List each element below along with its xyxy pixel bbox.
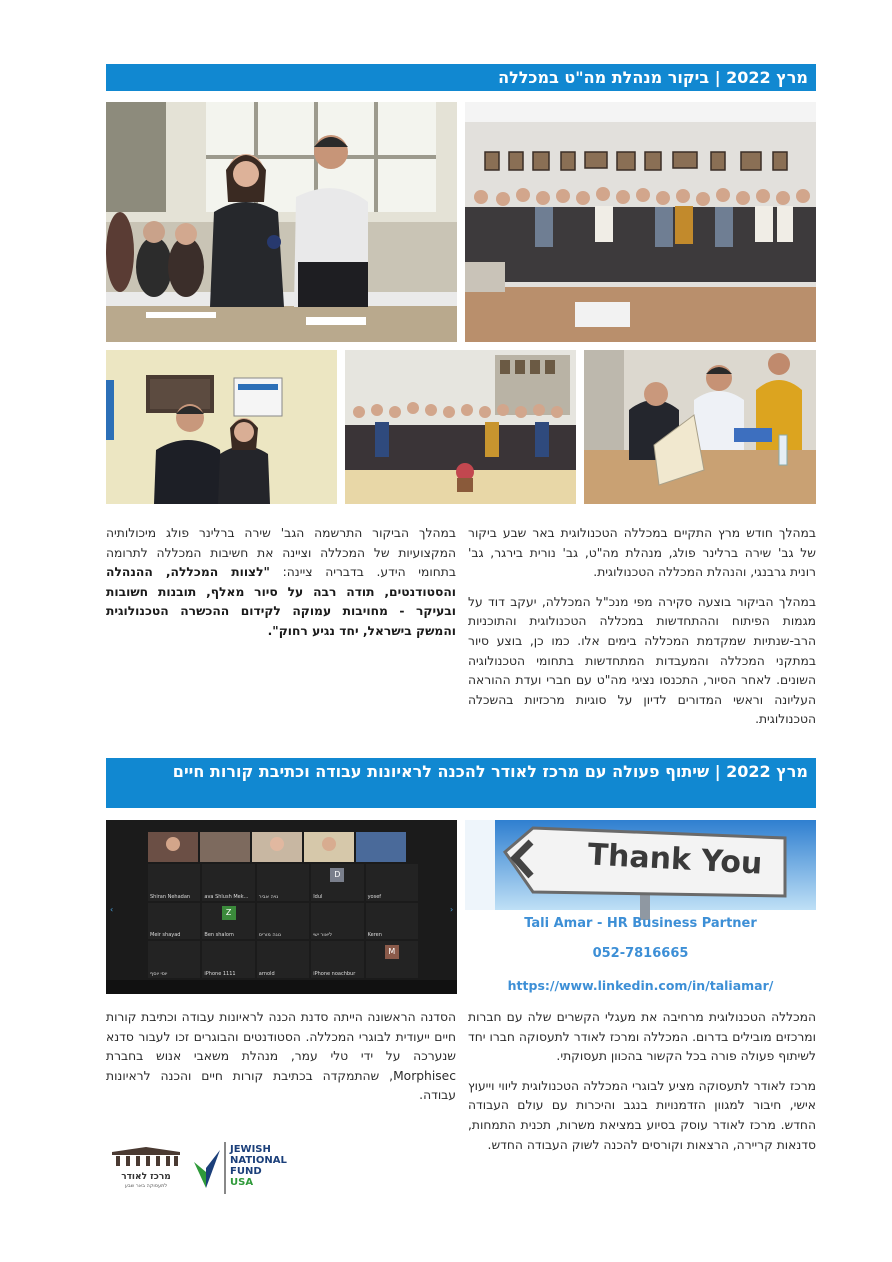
zoom-tile: Shiran Nehadan bbox=[148, 864, 200, 901]
photo-two-people bbox=[106, 350, 337, 504]
jnf-line-4: USA bbox=[230, 1177, 254, 1188]
section-2-left-column bbox=[106, 1008, 456, 1116]
zoom-tile: iPhone 1111 bbox=[202, 941, 254, 978]
jnf-line-3: FUND bbox=[230, 1166, 262, 1177]
contact-phone: 052-7816665 bbox=[592, 946, 689, 961]
contact-linkedin-url[interactable]: https://www.linkedin.com/in/taliamar/ bbox=[507, 978, 774, 993]
photo-zoom-workshop bbox=[106, 820, 457, 994]
zoom-tile: iPhone noachbur bbox=[311, 941, 363, 978]
zoom-tile: M bbox=[366, 941, 418, 978]
section-2-right-column bbox=[468, 1008, 816, 1165]
section-1-right-column bbox=[468, 524, 816, 740]
zoom-tile: ava Shlush Mek... bbox=[202, 864, 254, 901]
photo-group-office bbox=[345, 350, 576, 504]
lauder-center-logo bbox=[108, 1146, 184, 1188]
jnf-usa-logo bbox=[192, 1142, 302, 1194]
svg-text:›: › bbox=[450, 905, 454, 914]
zoom-tile: arnold bbox=[257, 941, 309, 978]
zoom-tile: נויה אביר bbox=[257, 864, 309, 901]
zoom-tile: Keren bbox=[366, 903, 418, 940]
lauder-logo-title: מרכז לאודר bbox=[121, 1172, 171, 1182]
photo-group-hall bbox=[465, 102, 816, 342]
jnf-line-1: JEWISH bbox=[230, 1144, 271, 1155]
section-1-title: מרץ 2022 | ביקור מנהלת מה"ט במכללה bbox=[106, 64, 816, 91]
zoom-tile: Meir shayad bbox=[148, 903, 200, 940]
svg-text:‹: ‹ bbox=[110, 905, 114, 914]
contact-name: Tali Amar - HR Business Partner bbox=[524, 916, 757, 931]
zoom-tile: ליאור ישי bbox=[311, 903, 363, 940]
paragraph: במהלך חודש מרץ התקיים במכללה הטכנולוגית באר שבע ביקור של גב' שירה ברלינר פולג, מנהלת מה"ט, גב' נורית בירגר, גב' רונית גרבנגי, והנהלת המכללה הטכנולוגית. bbox=[468, 526, 816, 580]
jnf-line-2: NATIONAL bbox=[230, 1155, 287, 1166]
quote: "לצוות המכללה, ההנהלה והסטודנטים, תודה רבה על סיור מאלף, תובנות חשובות ובעיקר - מחויבות עמוקה לקידום ההכשרה הטכנולוגית והמשק בישראל, יחד נגיע רחוק". bbox=[106, 565, 456, 638]
section-1-left-column bbox=[106, 524, 456, 652]
lauder-logo-subtitle: לתעסוקה באר שבע bbox=[124, 1183, 168, 1189]
zoom-tile: yosef bbox=[366, 864, 418, 901]
photo-award-handshake bbox=[106, 102, 457, 342]
zoom-tile: Z Ben shalom bbox=[202, 903, 254, 940]
paragraph: המכללה הטכנולוגית מרחיבה את מעגלי הקשרים שלה עם חברות ומרכזים מובילים בדרום. המכללה ומרכז לאודר לתעסוקה חברו יחד לשיתוף פעולה פורה בכל הקשור בהכוון תעסוקתי. bbox=[468, 1010, 816, 1064]
thank-you-card bbox=[465, 820, 816, 994]
section-2-title: מרץ 2022 | שיתוף פעולה עם מרכז לאודר להכנה לראיונות עבודה וכתיבת קורות חיים bbox=[106, 758, 816, 808]
zoom-tile: יוסי יוסף bbox=[148, 941, 200, 978]
paragraph: הסדנה הראשונה הייתה סדנת הכנה לראיונות עבודה וכתיבת קורות חיים ייעודית לבוגרי המכללה. הסטודנטים והבוגרים זכו לעבור סדנא שנערכה על ידי טלי עמר, מנהלת משאבי אנוש בחברת Morphisec, שהתמקדה בכתיבת קורות חיים והכנה לראיונות עבודה. bbox=[106, 1010, 456, 1103]
photo-students-table bbox=[584, 350, 816, 504]
zoom-tile: נוגה מוריס bbox=[257, 903, 309, 940]
zoom-tile: D Idul bbox=[311, 864, 363, 901]
paragraph bbox=[106, 524, 456, 642]
paragraph: במהלך הביקור בוצעה סקירה מפי מנכ"ל המכללה, יעקב דוד על מגמות הפיתוח וההתחדשות במכללה הטכנולוגית והתוכניות הרב-שנתיות שמקדמת המכללה בימים אלו. כמו כן, בוצע סיור במתקני המכללה והמעבדות המתחדשות בתחומי הטכנולוגיה השונים. לאחר הסיור, התכנסו נציגי מה"ט עם חברי ועדת ההוראה העליונה וראשי המדורים לדיון על סוגיות מרכזיות בהשכלה הטכנולוגית. bbox=[468, 594, 816, 727]
quote-intro: במהלך הביקור התרשמה הגב' שירה ברלינר פולג מיכולותיה המקצועיות של המכללה וציינה את חשיבות המכללה לתרומה בתחומי הידע. בדבריה ציינה: bbox=[106, 526, 456, 580]
thank-you-sign-text: Thank You bbox=[586, 837, 764, 882]
paragraph: מרכז לאודר לתעסוקה מציע לבוגרי המכללה הטכנולוגית ליווי וייעוץ אישי, חיבור למגוון הזדמנויות בנגב והיכרות עם עולם העבודה החדש. מרכז לאודר עוסק בסיוע במציאת משרות, תכנית התמחות, סדנאות קריירה, הרצאות וקורסים להכנה לשוק העבודה החדש. bbox=[468, 1078, 816, 1152]
